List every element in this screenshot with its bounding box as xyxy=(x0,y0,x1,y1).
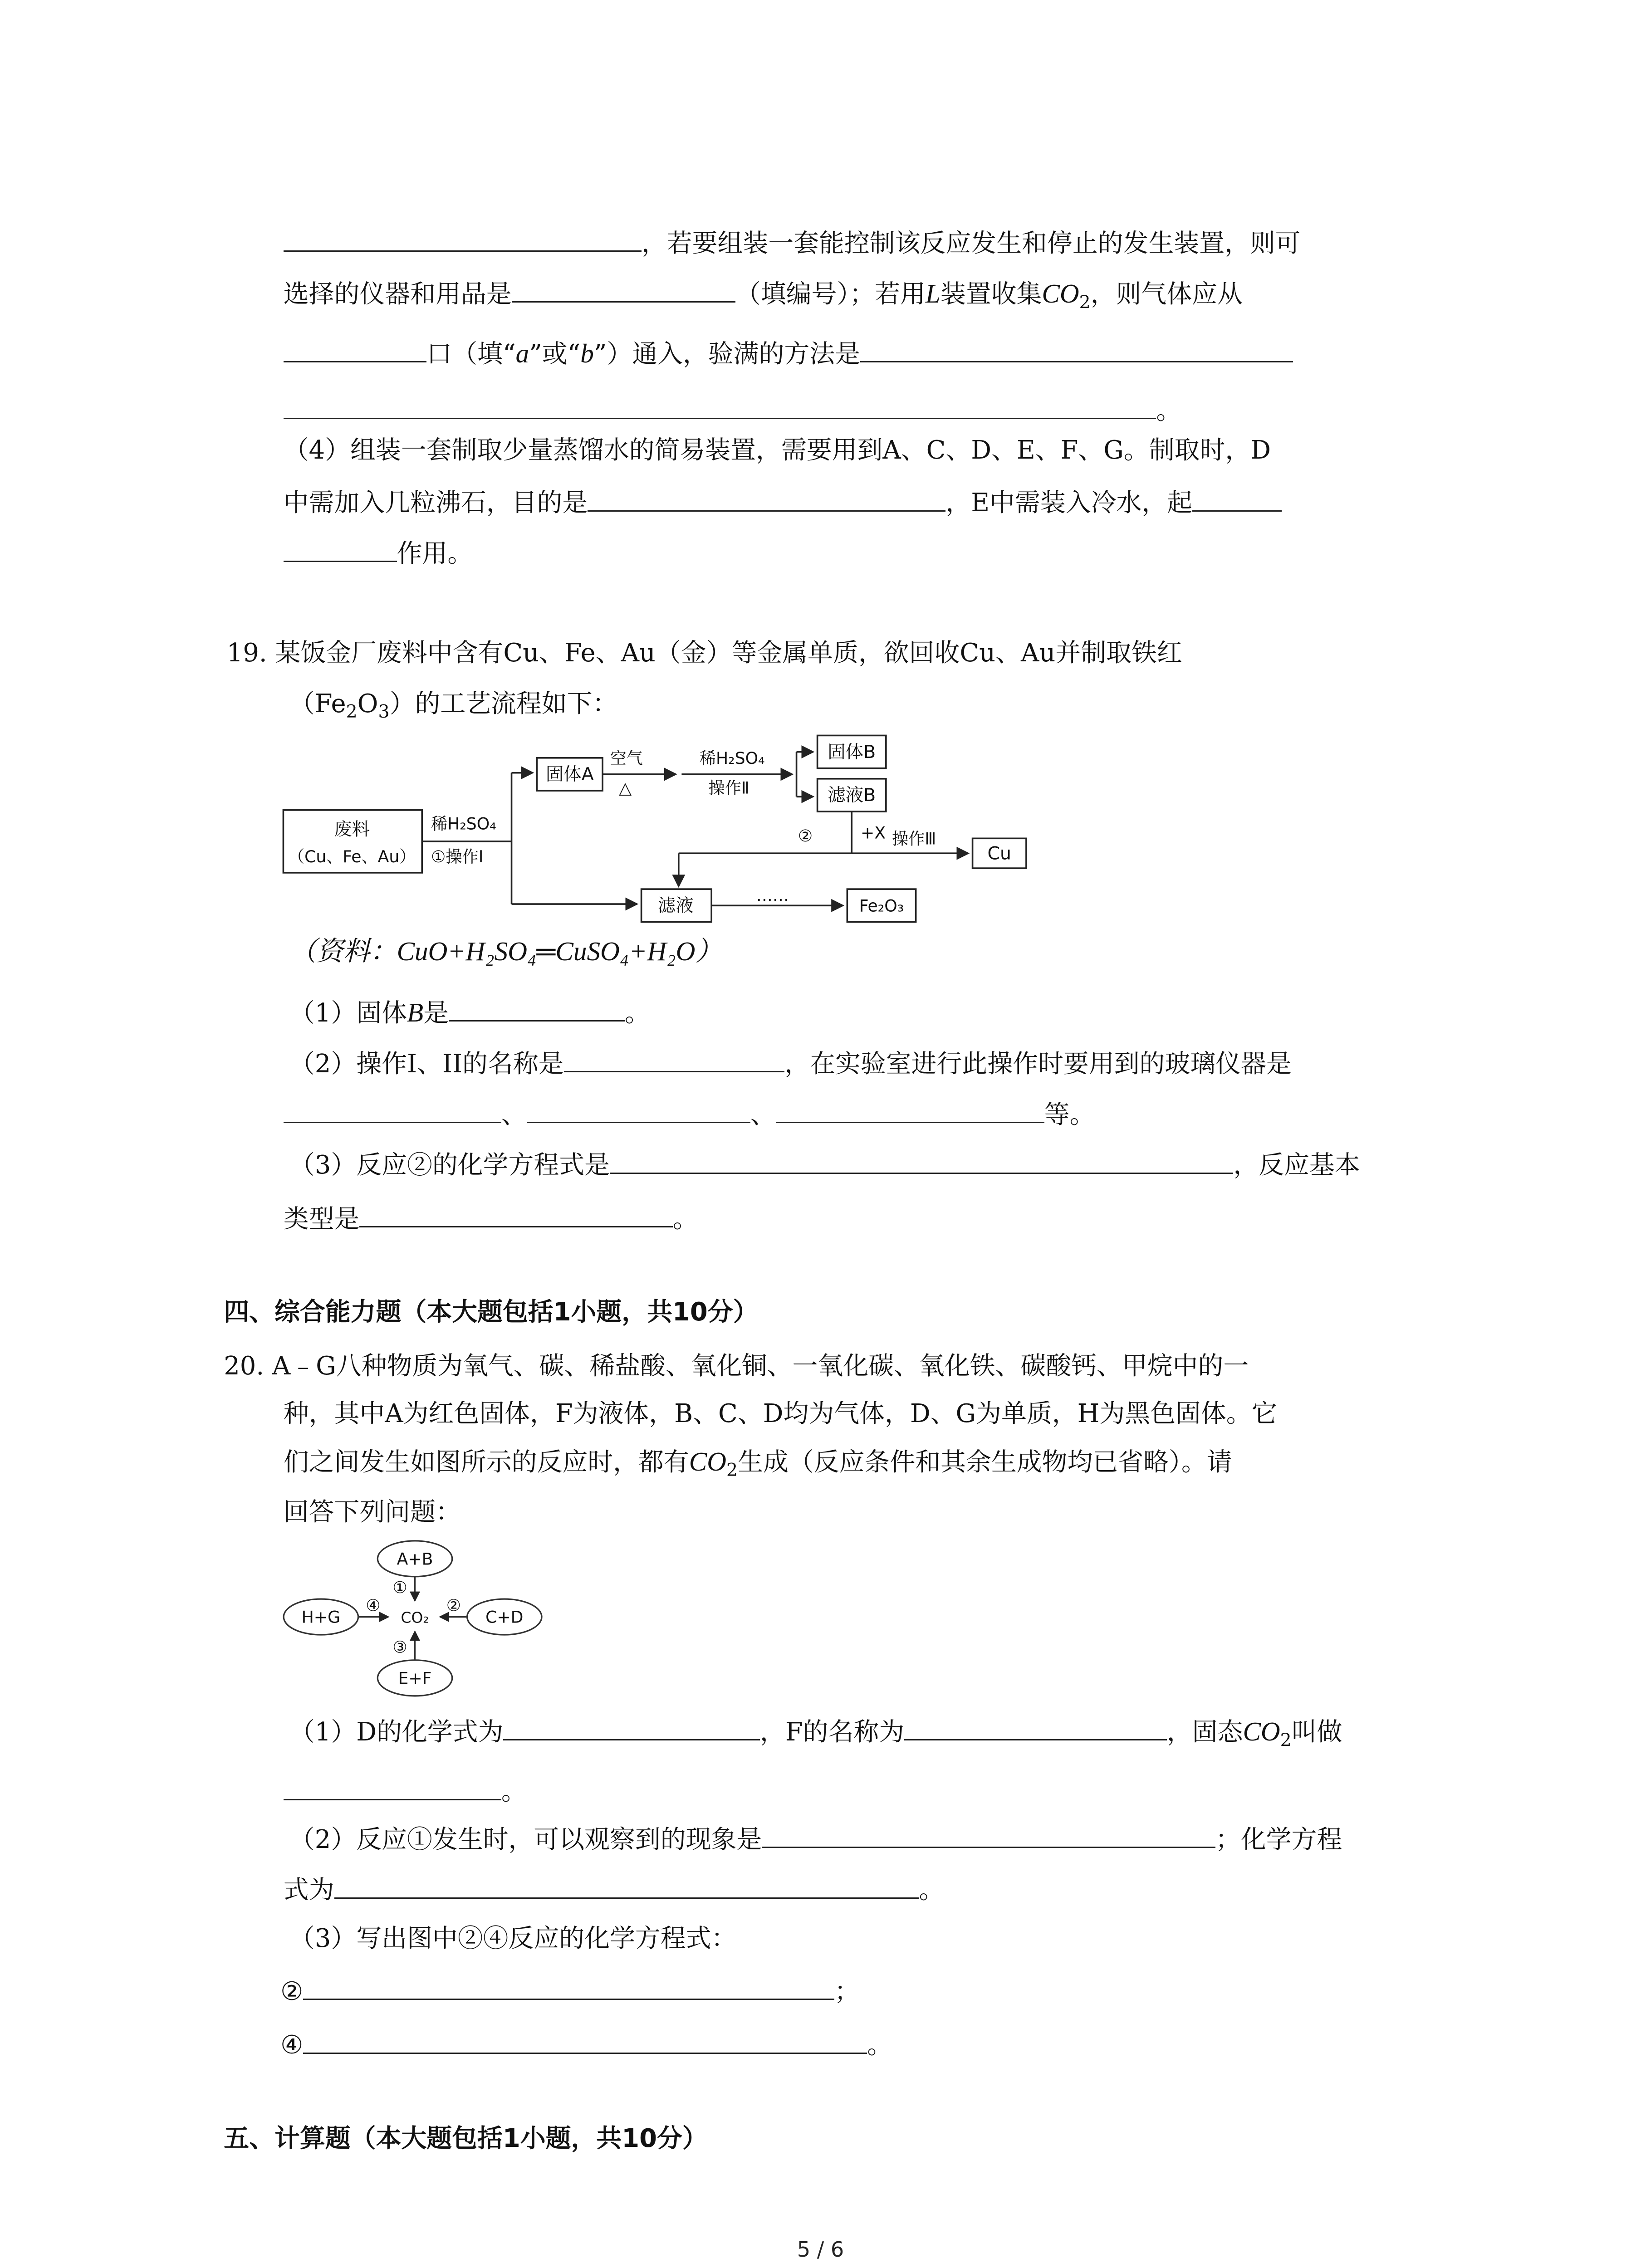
q19-text: 等。 xyxy=(1044,1100,1095,1129)
section-5-heading: 五、计算题（本大题包括1小题，共10分） xyxy=(224,2123,708,2153)
label-c-d: C+D xyxy=(485,1607,524,1627)
step-2-label: ② xyxy=(798,826,813,846)
q19-text: ，在实验室进行此操作时要用到的玻璃仪器是 xyxy=(784,1049,1292,1079)
q18-text: ，则气体应从 xyxy=(1090,279,1243,309)
q20-text: ； xyxy=(834,1977,860,2007)
q20-part1-line1 xyxy=(289,1712,1342,1758)
q19-text: 、 xyxy=(750,1100,776,1129)
q18-text: ，E中需装入冷水，起 xyxy=(945,488,1193,518)
answer-blank[interactable] xyxy=(564,1044,785,1072)
q19-var: B xyxy=(407,997,424,1028)
q18-text: ”或“ xyxy=(529,339,581,369)
q18-line3 xyxy=(284,334,1293,372)
q19-text: 某饭金厂废料中含有Cu、Fe、Au（金）等金属单质，欲回收Cu、Au并制取铁红 xyxy=(275,638,1182,668)
label-h-g: H+G xyxy=(301,1607,340,1627)
ellipsis-label: …… xyxy=(756,885,789,905)
q19-info xyxy=(289,934,722,970)
q20-text: 生成（反应条件和其余生成物均已省略）。请 xyxy=(738,1447,1232,1477)
q18-part4-line2 xyxy=(284,483,1282,521)
q19-text: 类型是 xyxy=(283,1204,360,1234)
answer-blank[interactable] xyxy=(449,993,625,1022)
answer-blank[interactable] xyxy=(284,1095,501,1123)
q19-info-text: （资料：CuO+H₂SO₄═CuSO₄+H₂O） xyxy=(289,936,722,967)
q19-text: （1）固体 xyxy=(289,998,407,1028)
q18-text: ”）通入，验满的方法是 xyxy=(593,339,861,369)
q18-sub: 2 xyxy=(1079,292,1091,313)
q19-text: 。 xyxy=(672,1204,698,1234)
q18-text: 选择的仪器和用品是 xyxy=(283,279,512,309)
acid-label-2: 稀H₂SO₄ xyxy=(700,748,765,768)
q18-text: 。 xyxy=(1156,396,1182,425)
q19-part2-line1 xyxy=(289,1044,1292,1082)
label-co2: CO₂ xyxy=(401,1608,429,1627)
q20-text: 。 xyxy=(919,1875,945,1905)
q18-text: （填编号）；若用 xyxy=(735,279,926,309)
air-label: 空气 xyxy=(610,748,643,768)
q20-part3-eq2 xyxy=(280,1972,860,2010)
q19-part1 xyxy=(289,993,650,1031)
q18-part4-line3 xyxy=(284,534,473,572)
q18-line4 xyxy=(284,391,1181,429)
q20-text: 回答下列问题： xyxy=(283,1497,461,1527)
acid-label-1: 稀H₂SO₄ xyxy=(431,814,497,834)
process-flow-diagram xyxy=(276,728,1037,929)
q18-formula: CO xyxy=(1042,279,1079,309)
question-number: 19. xyxy=(226,638,267,668)
answer-blank[interactable] xyxy=(904,1712,1167,1740)
q19-part3-line1 xyxy=(289,1145,1360,1183)
heat-symbol: △ xyxy=(619,778,632,798)
q19-text: ，反应基本 xyxy=(1233,1150,1360,1180)
label-e-f: E+F xyxy=(398,1668,432,1688)
answer-blank[interactable] xyxy=(610,1145,1233,1173)
q19-text: O xyxy=(357,689,378,719)
q18-text: （4）组装一套制取少量蒸馏水的简易装置，需要用到A、C、D、E、F、G。制取时，D xyxy=(283,435,1271,465)
q20-text: （3）写出图中②④反应的化学方程式： xyxy=(289,1924,737,1954)
q20-text: 。 xyxy=(501,1777,527,1807)
q18-line2 xyxy=(284,274,1243,320)
q19-text: 、 xyxy=(501,1100,527,1129)
q20-part2-line2 xyxy=(284,1870,945,1908)
q18-text: 装置收集 xyxy=(940,279,1042,309)
q20-text: （2）反应①发生时，可以观察到的现象是 xyxy=(289,1824,762,1854)
answer-blank[interactable] xyxy=(503,1712,760,1740)
add-x-label: +X xyxy=(861,822,886,842)
q20-line4 xyxy=(284,1495,461,1530)
label-step-2: ② xyxy=(446,1595,461,1615)
operation-3-label: 操作Ⅲ xyxy=(892,829,936,849)
q20-sub: 2 xyxy=(726,1460,738,1481)
q20-text: 。 xyxy=(867,2030,893,2060)
fe2o3-label: Fe₂O₃ xyxy=(859,896,904,916)
reaction-diagram xyxy=(278,1536,561,1703)
q20-text: ④ xyxy=(280,2030,304,2060)
answer-blank[interactable] xyxy=(588,483,945,511)
answer-blank[interactable] xyxy=(303,1972,834,2000)
answer-blank[interactable] xyxy=(359,1199,673,1227)
section-4-heading: 四、综合能力题（本大题包括1小题，共10分） xyxy=(224,1297,759,1327)
q19-text: ）的工艺流程如下： xyxy=(389,689,618,719)
answer-blank[interactable] xyxy=(860,334,1293,362)
page-number: 5 / 6 xyxy=(797,2237,844,2262)
question-number: 20. xyxy=(224,1351,265,1381)
q20-part3 xyxy=(289,1921,736,1957)
cu-label: Cu xyxy=(987,843,1012,864)
q20-line3 xyxy=(284,1444,1232,1488)
q20-part1-line2 xyxy=(284,1772,527,1810)
q18-part4-line1 xyxy=(284,433,1271,469)
q18-line1-text: ，若要组装一套能控制该反应发生和停止的发生装置，则可 xyxy=(641,229,1301,259)
q20-text: ，固态 xyxy=(1166,1717,1243,1747)
operation-2-label: 操作Ⅱ xyxy=(708,778,749,798)
q20-text: 种，其中A为红色固体，F为液体，B、C、D均为气体，D、G为单质，H为黑色固体。它 xyxy=(283,1398,1277,1428)
q20-formula: CO xyxy=(689,1446,726,1476)
solid-b-label: 固体B xyxy=(828,741,876,763)
label-step-3: ③ xyxy=(392,1637,407,1657)
q20-text: 们之间发生如图所示的反应时，都有 xyxy=(283,1447,689,1477)
answer-blank[interactable] xyxy=(284,224,642,252)
label-step-4: ④ xyxy=(365,1595,381,1615)
q20-text: 叫做 xyxy=(1291,1717,1342,1747)
q18-text: 口（填“ xyxy=(426,339,516,369)
answer-blank[interactable] xyxy=(284,334,427,362)
q18-var: a xyxy=(515,338,529,368)
label-a-b: A+B xyxy=(397,1549,433,1569)
q19-text: （2）操作I、II的名称是 xyxy=(289,1049,564,1079)
answer-blank[interactable] xyxy=(1192,483,1282,511)
q20-text: ，F的名称为 xyxy=(759,1717,905,1747)
q19-line2 xyxy=(289,686,618,730)
answer-blank[interactable] xyxy=(334,1870,919,1898)
answer-blank[interactable] xyxy=(303,2025,867,2053)
q19-text: 是 xyxy=(423,998,449,1028)
q19-text: （3）反应②的化学方程式是 xyxy=(289,1150,610,1180)
solid-a-label: 固体A xyxy=(546,763,594,785)
q19-text: 。 xyxy=(625,998,650,1028)
filtrate-label: 滤液 xyxy=(658,895,694,916)
q19-part2-line2 xyxy=(284,1095,1095,1133)
answer-blank[interactable] xyxy=(284,1772,501,1800)
q20-text: ；化学方程 xyxy=(1215,1824,1342,1854)
q20-part2-line1 xyxy=(289,1820,1342,1858)
answer-blank[interactable] xyxy=(284,534,397,562)
answer-blank[interactable] xyxy=(284,391,1156,419)
q20-text: ② xyxy=(280,1977,304,2007)
q19-part3-line2 xyxy=(284,1199,698,1237)
q20-text: 式为 xyxy=(283,1875,334,1905)
waste-title: 废料 xyxy=(334,819,370,840)
q20-part3-eq4 xyxy=(280,2025,892,2063)
q18-var: L xyxy=(925,279,941,309)
q19-sub: 2 xyxy=(346,701,358,722)
answer-blank[interactable] xyxy=(776,1095,1044,1123)
answer-blank[interactable] xyxy=(527,1095,750,1123)
answer-blank[interactable] xyxy=(512,274,735,303)
q18-var: b xyxy=(580,338,594,368)
q20-text: A﹣G八种物质为氧气、碳、稀盐酸、氧化铜、一氧化碳、氧化铁、碳酸钙、甲烷中的一 xyxy=(272,1351,1249,1381)
answer-blank[interactable] xyxy=(762,1820,1215,1848)
operation-1-label: ①操作Ⅰ xyxy=(431,846,484,866)
q20-sub: 2 xyxy=(1280,1730,1292,1751)
label-step-1: ① xyxy=(392,1577,407,1597)
q19-line1 xyxy=(227,635,1182,671)
q20-line2 xyxy=(284,1396,1277,1432)
q19-sub: 3 xyxy=(378,701,390,722)
q19-text: （Fe xyxy=(289,689,346,719)
q18-text: 中需加入几粒沸石，目的是 xyxy=(283,488,588,518)
filtrate-b-label: 滤液B xyxy=(828,784,876,806)
q18-line1 xyxy=(284,224,1301,262)
q20-line1 xyxy=(224,1349,1249,1384)
waste-composition: （Cu、Fe、Au） xyxy=(288,846,416,866)
q20-text: （1）D的化学式为 xyxy=(289,1717,504,1747)
q20-formula: CO xyxy=(1243,1716,1280,1747)
q18-text: 作用。 xyxy=(397,539,473,569)
